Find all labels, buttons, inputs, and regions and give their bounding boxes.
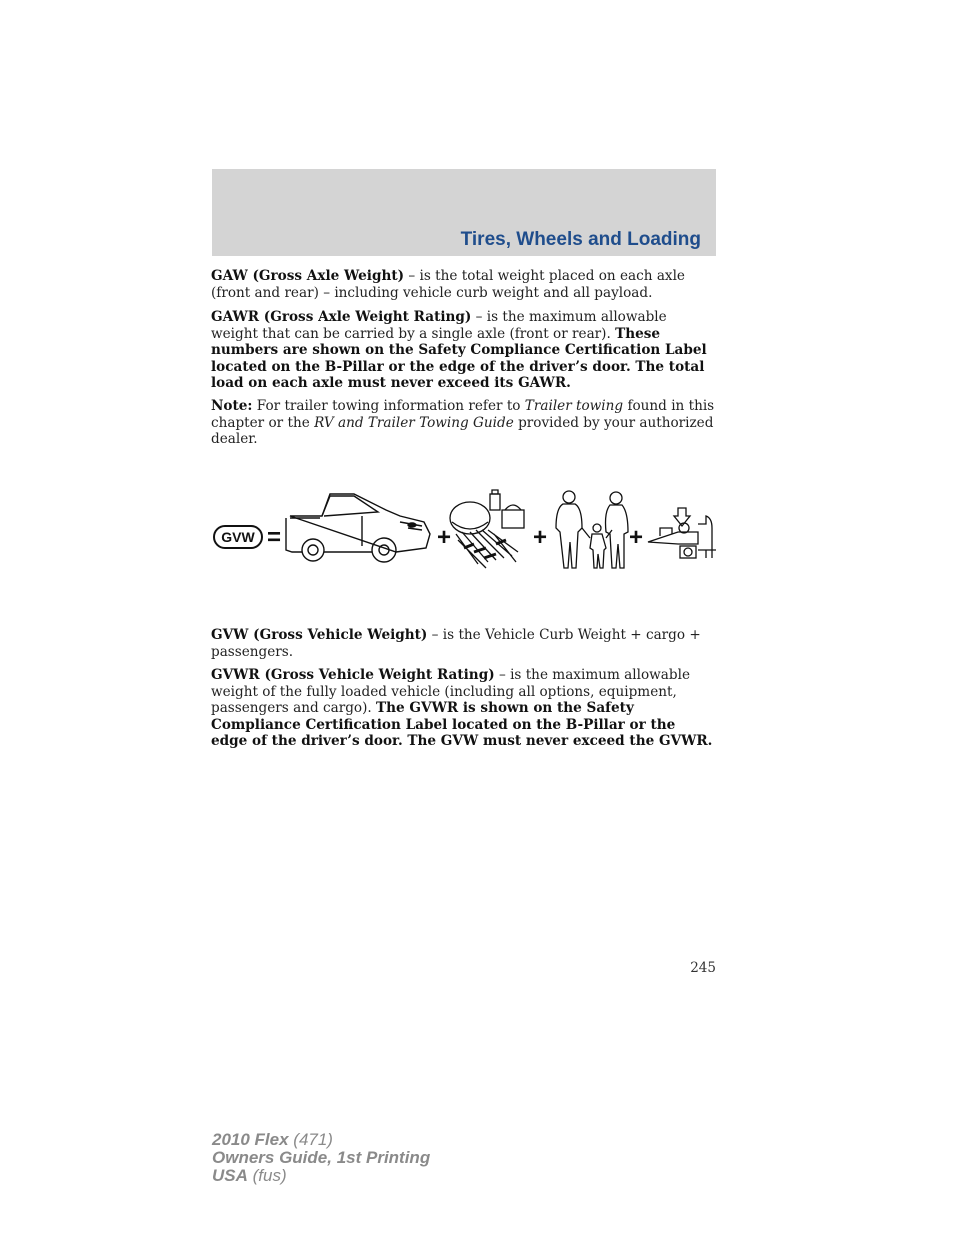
gvw-definition: – is the Vehicle Curb Weight + cargo + passengers. — [211, 627, 701, 660]
gaw-definition: – is the total weight placed on each axle (front and rear) – including vehicle curb weight and all payload. — [211, 268, 685, 301]
note-text-2: found in this chapter or the — [211, 398, 715, 431]
gvw-term: GVW (Gross Vehicle Weight) — [211, 627, 428, 643]
gvwr-definition: – is the maximum allowable weight of the fully loaded vehicle (including all options, equipment, passengers and cargo). — [211, 667, 690, 716]
plus-sign-3: + — [628, 524, 644, 551]
plus-sign-1: + — [436, 524, 452, 551]
footer-guide-edition: Owners Guide, 1st Printing — [212, 1148, 431, 1167]
gvw-badge-label: GVW — [221, 529, 255, 545]
gvwr-warning: The GVWR is shown on the Safety Compliance Certification Label located on the B-Pillar or the edge of the driver’s door. The GVW must never exceed the GVWR. — [211, 700, 713, 749]
trailer-towing-reference: Trailer towing — [524, 398, 624, 414]
rv-towing-guide-reference: RV and Trailer Towing Guide — [314, 414, 514, 431]
page-number: 245 — [690, 960, 716, 976]
gvwr-paragraph — [211, 667, 716, 750]
note-text-1: For trailer towing information refer to — [252, 398, 525, 414]
plus-sign-2: + — [532, 524, 548, 551]
pickup-truck-icon — [286, 494, 430, 562]
gvw-paragraph — [211, 627, 716, 660]
equals-sign: = — [266, 524, 282, 551]
gawr-definition: – is the maximum allowable weight that can be carried by a single axle (front or rear). — [211, 309, 667, 342]
footer-model-code: (471) — [288, 1130, 333, 1149]
footer-market: USA — [212, 1166, 248, 1185]
footer-model-line — [212, 1131, 430, 1149]
note-text-3: provided by your authorized dealer. — [211, 414, 714, 447]
note-paragraph — [211, 398, 716, 448]
gaw-paragraph — [211, 268, 716, 301]
gvw-badge — [214, 526, 262, 548]
cargo-gear-icon — [450, 490, 524, 568]
gawr-paragraph — [211, 309, 716, 392]
footer-model: 2010 Flex — [212, 1130, 289, 1149]
section-header-band — [212, 169, 716, 256]
gvw-illustration — [212, 488, 716, 574]
gvwr-term: GVWR (Gross Vehicle Weight Rating) — [211, 667, 495, 683]
gaw-term: GAW (Gross Axle Weight) — [211, 268, 405, 284]
document-footer — [212, 1131, 430, 1185]
footer-market-line — [212, 1167, 430, 1185]
section-title: Tires, Wheels and Loading — [460, 229, 701, 250]
gawr-warning: These numbers are shown on the Safety Compliance Certification Label located on the B-Pillar or the edge of the driver’s door. The total load on each axle must never exceed its GAWR. — [211, 325, 707, 391]
gawr-term: GAWR (Gross Axle Weight Rating) — [211, 309, 472, 325]
trailer-hitch-icon — [648, 508, 716, 558]
note-label: Note: — [211, 398, 253, 414]
family-passengers-icon — [556, 491, 628, 568]
footer-market-code: (fus) — [247, 1166, 287, 1185]
